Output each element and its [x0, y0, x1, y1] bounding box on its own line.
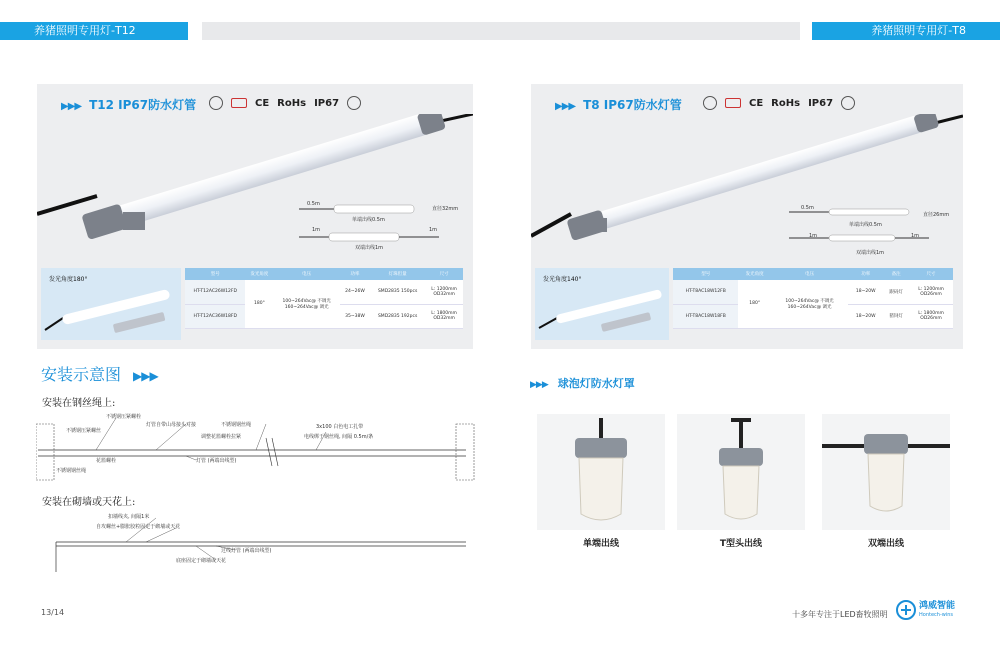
beam-angle-box: [535, 268, 669, 340]
table-cell: 18~20W: [848, 304, 883, 328]
beam-angle-tube-image: [41, 282, 181, 340]
table-row: [673, 280, 953, 304]
table-cell: L: 1800mm OD26mm: [909, 304, 953, 328]
wall-note: 扣墙线夹, 间隔1米: [108, 514, 150, 520]
t12-spec-section: [37, 264, 473, 344]
wall-note: 自攻螺丝+膨胀胶粒固定于砌墙或天花: [96, 524, 181, 530]
table-cell: 24~26W: [340, 280, 370, 304]
steel-wire-install-diagram: [36, 410, 476, 482]
single-end-length: 0.5m: [307, 201, 320, 207]
table-header-cell: 电压: [771, 268, 848, 280]
table-cell: L: 1200mm OD32mm: [425, 280, 463, 304]
wire-note: 调整花篮螺栓拉紧: [201, 434, 242, 440]
cert-cc-icon: [347, 96, 361, 110]
wall-note: 底座固定于砌墙或天花: [176, 558, 227, 564]
table-cell: SMD2835 150pcs: [370, 280, 425, 304]
ce-mark: CE: [749, 97, 764, 109]
brand-name: 鸿威智能: [919, 601, 956, 611]
header-tab-t8: 养猪照明专用灯-T8: [812, 22, 1000, 40]
table-cell: SMD2835 192pcs: [370, 304, 425, 328]
double-end-length-b: 1m: [429, 227, 438, 233]
header-divider-bar: [202, 22, 800, 40]
ce-mark: CE: [255, 97, 270, 109]
wire-note: 不锈钢钢丝绳: [221, 422, 252, 428]
bulb-section-title: ▶▶▶ 球泡灯防水灯罩: [530, 377, 635, 390]
table-header-cell: 尺寸: [909, 268, 953, 280]
diameter-label: 直径26mm: [923, 212, 950, 218]
wire-note: 灯管 (两端出线型): [196, 458, 237, 464]
triple-arrow-icon: ▶▶▶: [555, 101, 576, 112]
page-number: 13/14: [41, 608, 65, 617]
t8-panel-title: ▶▶▶ T8 IP67防水灯管: [555, 98, 682, 112]
header-tab-t12: 养猪照明专用灯-T12: [0, 22, 188, 40]
table-cell: 100~264Vac@ 不调光 160~264Vac@ 调光: [273, 280, 340, 328]
steel-wire-install-label: 安装在钢丝绳上:: [42, 398, 116, 409]
triple-arrow-icon: ▶▶▶: [530, 380, 548, 390]
table-cell: 180°: [738, 280, 771, 328]
bulb-label: T型头出线: [719, 539, 763, 549]
rohs-mark: RoHs: [771, 97, 801, 109]
wire-note: 不锈钢压紧螺丝: [66, 428, 102, 434]
diameter-label: 直径32mm: [432, 206, 459, 212]
table-header-cell: 型号: [673, 268, 738, 280]
single-end-label: 单端出线0.5m: [849, 222, 882, 228]
single-end-label: 单端出线0.5m: [352, 217, 385, 223]
triple-arrow-icon: ▶▶▶: [61, 101, 82, 112]
bulb-single-end-image: [537, 414, 665, 530]
cert-badge-icon: [703, 96, 717, 110]
brand-logo-icon: [896, 600, 916, 620]
cert-mark-icon: [231, 98, 247, 108]
wire-note: 灯管自带山母接头对接: [146, 422, 197, 428]
wire-note: 不锈钢压紧螺栓: [106, 414, 142, 420]
wall-note: 过线灯管 (两端出线型): [221, 548, 272, 554]
single-end-diagram: [299, 204, 439, 244]
t12-panel-title: ▶▶▶ T12 IP67防水灯管: [61, 98, 197, 112]
cert-cc-icon: [841, 96, 855, 110]
wall-install-diagram: [36, 512, 476, 572]
bulb-double-end-image: [822, 414, 950, 530]
bulb-label: 单端出线: [582, 539, 619, 549]
table-header-cell: 型号: [185, 268, 245, 280]
table-header-cell: 功率: [848, 268, 883, 280]
beam-angle-label: 发光角度180°: [49, 276, 88, 283]
table-cell: 18~20W: [848, 280, 883, 304]
wire-note: 不锈钢钢丝绳: [56, 468, 87, 474]
cert-row: [209, 96, 361, 110]
table-header-cell: 功率: [340, 268, 370, 280]
double-end-length-b: 1m: [911, 233, 920, 239]
beam-angle-tube-image: [535, 282, 669, 340]
rohs-mark: RoHs: [277, 97, 307, 109]
table-header-cell: 发光角度: [245, 268, 273, 280]
wire-note: 电线绑于钢丝绳, 间隔 0.5m/条: [304, 434, 374, 440]
table-cell: 100~264Vac@ 不调光 160~264Vac@ 调光: [771, 280, 848, 328]
t8-spec-table: [673, 268, 953, 329]
cert-row: [703, 96, 855, 110]
table-cell: 跟码灯: [883, 280, 909, 304]
table-header-cell: 电压: [273, 268, 340, 280]
triple-arrow-icon: ▶▶▶: [133, 369, 158, 383]
ip67-mark: IP67: [808, 97, 834, 109]
bulb-t-head-image: [677, 414, 805, 530]
table-cell: L: 1200mm OD26mm: [909, 280, 953, 304]
table-cell: HT-T8AC18W18FB: [673, 304, 738, 328]
t12-product-panel: [37, 84, 473, 349]
cert-mark-icon: [725, 98, 741, 108]
double-end-length-a: 1m: [312, 227, 321, 233]
table-header-cell: 灯珠但量: [370, 268, 425, 280]
double-end-label: 双端出线1m: [355, 245, 384, 251]
table-header-cell: 发光角度: [738, 268, 771, 280]
t8-spec-section: [531, 264, 963, 344]
table-header-row: [185, 268, 463, 280]
table-header-cell: 尺寸: [425, 268, 463, 280]
table-cell: HT-T12AC26W12FD: [185, 280, 245, 304]
table-cell: L: 1800mm OD32mm: [425, 304, 463, 328]
table-header-cell: 备注: [883, 268, 909, 280]
cert-badge-icon: [209, 96, 223, 110]
table-header-row: [673, 268, 953, 280]
t8-product-panel: [531, 84, 963, 349]
beam-angle-box: [41, 268, 181, 340]
t12-spec-table: [185, 268, 463, 329]
wire-note: 花篮螺栓: [96, 458, 117, 464]
bulb-label: 双端出线: [867, 539, 904, 549]
ip67-mark: IP67: [314, 97, 340, 109]
table-cell: 猪饲灯: [883, 304, 909, 328]
table-cell: HT-T12AC36W18FD: [185, 304, 245, 328]
install-section-title: 安装示意图 ▶▶▶: [41, 365, 158, 384]
table-row: [185, 280, 463, 304]
footer-slogan: 十多年专注于LED畜牧照明: [792, 610, 888, 619]
single-end-length: 0.5m: [801, 205, 814, 211]
table-cell: 180°: [245, 280, 273, 328]
table-cell: HT-T8AC18W12FB: [673, 280, 738, 304]
beam-angle-label: 发光角度140°: [543, 276, 582, 283]
brand-name-en: Hontech-wins: [919, 612, 953, 618]
double-end-length-a: 1m: [809, 233, 818, 239]
table-cell: 35~38W: [340, 304, 370, 328]
wall-install-label: 安装在砌墙或天花上:: [42, 497, 136, 508]
double-end-label: 双端出线1m: [856, 250, 885, 256]
wire-note: 3x100 白色电工扎带: [316, 424, 364, 430]
